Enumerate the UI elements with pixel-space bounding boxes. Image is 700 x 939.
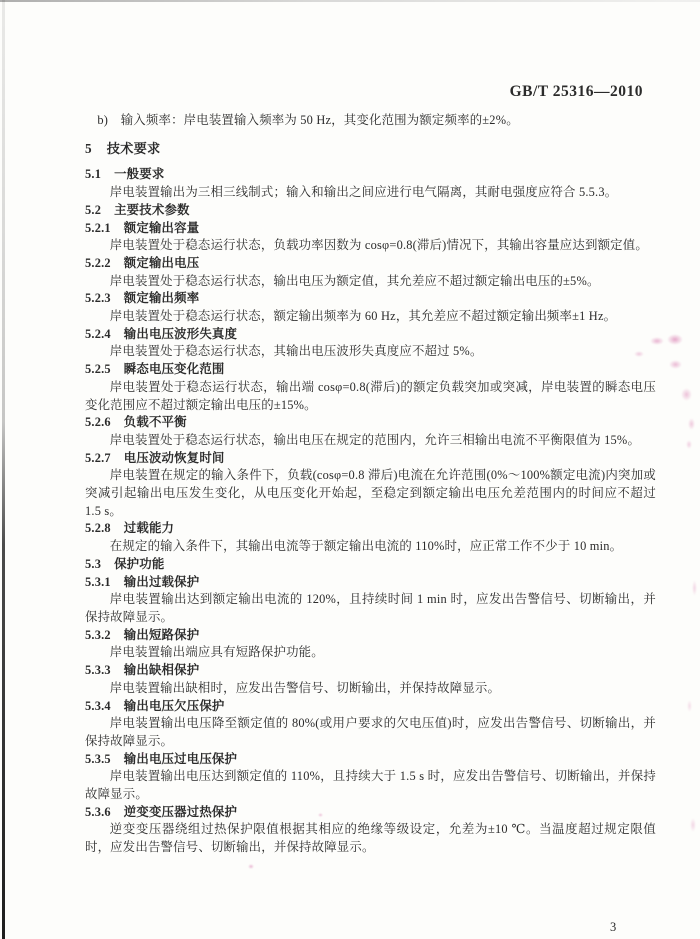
clause-heading-5.1 xyxy=(85,166,656,184)
paragraph: 岸电装置处于稳态运行状态，输出端 cosφ=0.8(滞后)的额定负载突加或突减，岸电装置的瞬态电压变化范围应不超过额定输出电压的±15%。 xyxy=(85,379,656,412)
paragraph: 岸电装置在规定的输入条件下，负载(cosφ=0.8 滞后)电流在允许范围(0%～100%额定电流)内突加或突减引起输出电压发生变化，从电压变化开始起，至稳定到额定输出电压允差范围内的时间应不超过 1.5 s。 xyxy=(85,468,656,518)
clause-title: 逆变变压器过热保护 xyxy=(123,804,238,819)
clause-heading-5 xyxy=(85,140,656,158)
clause-heading-5.3 xyxy=(85,556,656,574)
standard-number-header: GB/T 25316—2010 xyxy=(509,83,643,100)
pink-smudge xyxy=(692,580,697,596)
clause-heading-5.2.7 xyxy=(85,450,656,468)
list-item-b: b) 输入频率：岸电装置输入频率为 50 Hz，其变化范围为额定频率的±2%。 xyxy=(97,113,519,127)
pink-smudge xyxy=(690,818,696,832)
clause-number: 5.3 xyxy=(85,556,102,571)
clause-number: 5.2.6 xyxy=(85,415,111,430)
paragraph: 岸电装置处于稳态运行状态，额定输出频率为 60 Hz，其允差应不超过额定输出频率±1 Hz。 xyxy=(109,309,617,324)
clause-heading-5.2.5 xyxy=(85,361,656,379)
clause-title: 过载能力 xyxy=(123,521,175,536)
pink-smudge xyxy=(688,418,695,430)
paragraph: 逆变变压器绕组过热保护限值根据其相应的绝缘等级设定，允差为±10 ℃。当温度超过规定限值时，应发出告警信号、切断输出，并保持故障显示。 xyxy=(85,822,656,855)
clause-title: 输出过载保护 xyxy=(123,574,200,589)
scan-edge-left xyxy=(2,0,5,939)
clause-heading-5.2.1 xyxy=(85,220,656,238)
clause-heading-5.3.6 xyxy=(85,804,656,822)
clause-heading-5.3.2 xyxy=(85,627,656,645)
clause-number: 5.1 xyxy=(85,167,102,182)
clause-title: 输出电压欠压保护 xyxy=(123,698,225,713)
clause-number: 5.3.3 xyxy=(85,663,111,678)
paragraph: 岸电装置处于稳态运行状态，输出电压为额定值，其允差应不超过额定输出电压的±5%。 xyxy=(109,273,600,288)
clause-number: 5.3.6 xyxy=(85,804,111,819)
clause-title: 输出短路保护 xyxy=(123,627,200,642)
clause-heading-5.3.5 xyxy=(85,751,656,769)
clause-title: 额定输出频率 xyxy=(123,291,200,306)
pink-smudge xyxy=(669,360,682,369)
paragraph: 在规定的输入条件下，其输出电流等于额定输出电流的 110%时，应正常工作不少于 10 min。 xyxy=(109,539,623,554)
clause-heading-5.3.4 xyxy=(85,698,656,716)
pink-smudge xyxy=(681,388,692,401)
paragraph: 岸电装置输出缺相时，应发出告警信号、切断输出，并保持故障显示。 xyxy=(109,680,501,695)
clause-number: 5.3.1 xyxy=(85,574,111,589)
pink-smudge xyxy=(687,700,692,712)
document-body xyxy=(85,112,656,857)
paragraph: 岸电装置处于稳态运行状态，其输出电压波形失真度应不超过 5%。 xyxy=(109,344,483,359)
clause-title: 额定输出容量 xyxy=(123,220,200,235)
paragraph: 岸电装置输出电压降至额定值的 80%(或用户要求的欠电压值)时，应发出告警信号、切断输出，并保持故障显示。 xyxy=(85,716,656,748)
clause-title: 额定输出电压 xyxy=(123,255,200,270)
clause-heading-5.2 xyxy=(85,202,656,220)
clause-title: 输出电压过电压保护 xyxy=(123,751,238,766)
clause-heading-5.3.3 xyxy=(85,662,656,680)
clause-number: 5.2 xyxy=(85,202,102,217)
clause-number: 5.3.2 xyxy=(85,627,111,642)
clause-title: 瞬态电压变化范围 xyxy=(123,362,225,377)
clause-title: 一般要求 xyxy=(114,167,165,182)
clause-number: 5 xyxy=(85,140,92,156)
paragraph: 岸电装置处于稳态运行状态，负载功率因数为 cosφ=0.8(滞后)情况下，其输出容量应达到额定值。 xyxy=(109,238,648,253)
page-number: 3 xyxy=(610,920,617,934)
paragraph: 岸电装置输出为三相三线制式；输入和输出之间应进行电气隔离，其耐电强度应符合 5.5.3。 xyxy=(109,185,618,200)
clause-title: 电压波动恢复时间 xyxy=(123,450,225,465)
pink-smudge xyxy=(248,864,254,869)
clause-title: 输出缺相保护 xyxy=(123,663,200,678)
pink-smudge xyxy=(686,440,692,449)
clause-heading-5.2.3 xyxy=(85,290,656,308)
clause-number: 5.2.5 xyxy=(85,362,111,377)
paragraph: 岸电装置输出电压达到额定值的 110%，且持续大于 1.5 s 时，应发出告警信号、切断输出，并保持故障显示。 xyxy=(85,769,656,802)
scan-edge-top xyxy=(0,0,700,2)
clause-heading-5.2.4 xyxy=(85,326,656,344)
clause-number: 5.3.4 xyxy=(85,698,111,713)
clause-number: 5.2.4 xyxy=(85,326,111,341)
clause-title: 主要技术参数 xyxy=(114,202,190,217)
clause-title: 负载不平衡 xyxy=(123,415,187,430)
clause-number: 5.2.7 xyxy=(85,450,111,465)
pink-smudge xyxy=(667,334,683,345)
clause-heading-5.2.8 xyxy=(85,520,656,538)
clause-heading-5.3.1 xyxy=(85,574,656,592)
clause-number: 5.2.8 xyxy=(85,521,111,536)
clause-number: 5.3.5 xyxy=(85,751,111,766)
paragraph: 岸电装置处于稳态运行状态，输出电压在规定的范围内，允许三相输出电流不平衡限值为 15%。 xyxy=(109,432,641,447)
paragraph: 岸电装置输出达到额定输出电流的 120%，且持续时间 1 min 时，应发出告警信号、切断输出，并保持故障显示。 xyxy=(85,592,656,624)
paragraph: 岸电装置输出端应具有短路保护功能。 xyxy=(109,645,324,660)
clause-title: 技术要求 xyxy=(106,140,161,156)
clause-heading-5.2.2 xyxy=(85,255,656,273)
clause-title: 保护功能 xyxy=(114,556,165,571)
clause-title: 输出电压波形失真度 xyxy=(123,326,238,341)
clause-number: 5.2.3 xyxy=(85,291,111,306)
clause-heading-5.2.6 xyxy=(85,414,656,432)
clause-number: 5.2.1 xyxy=(85,220,111,235)
clause-number: 5.2.2 xyxy=(85,255,111,270)
